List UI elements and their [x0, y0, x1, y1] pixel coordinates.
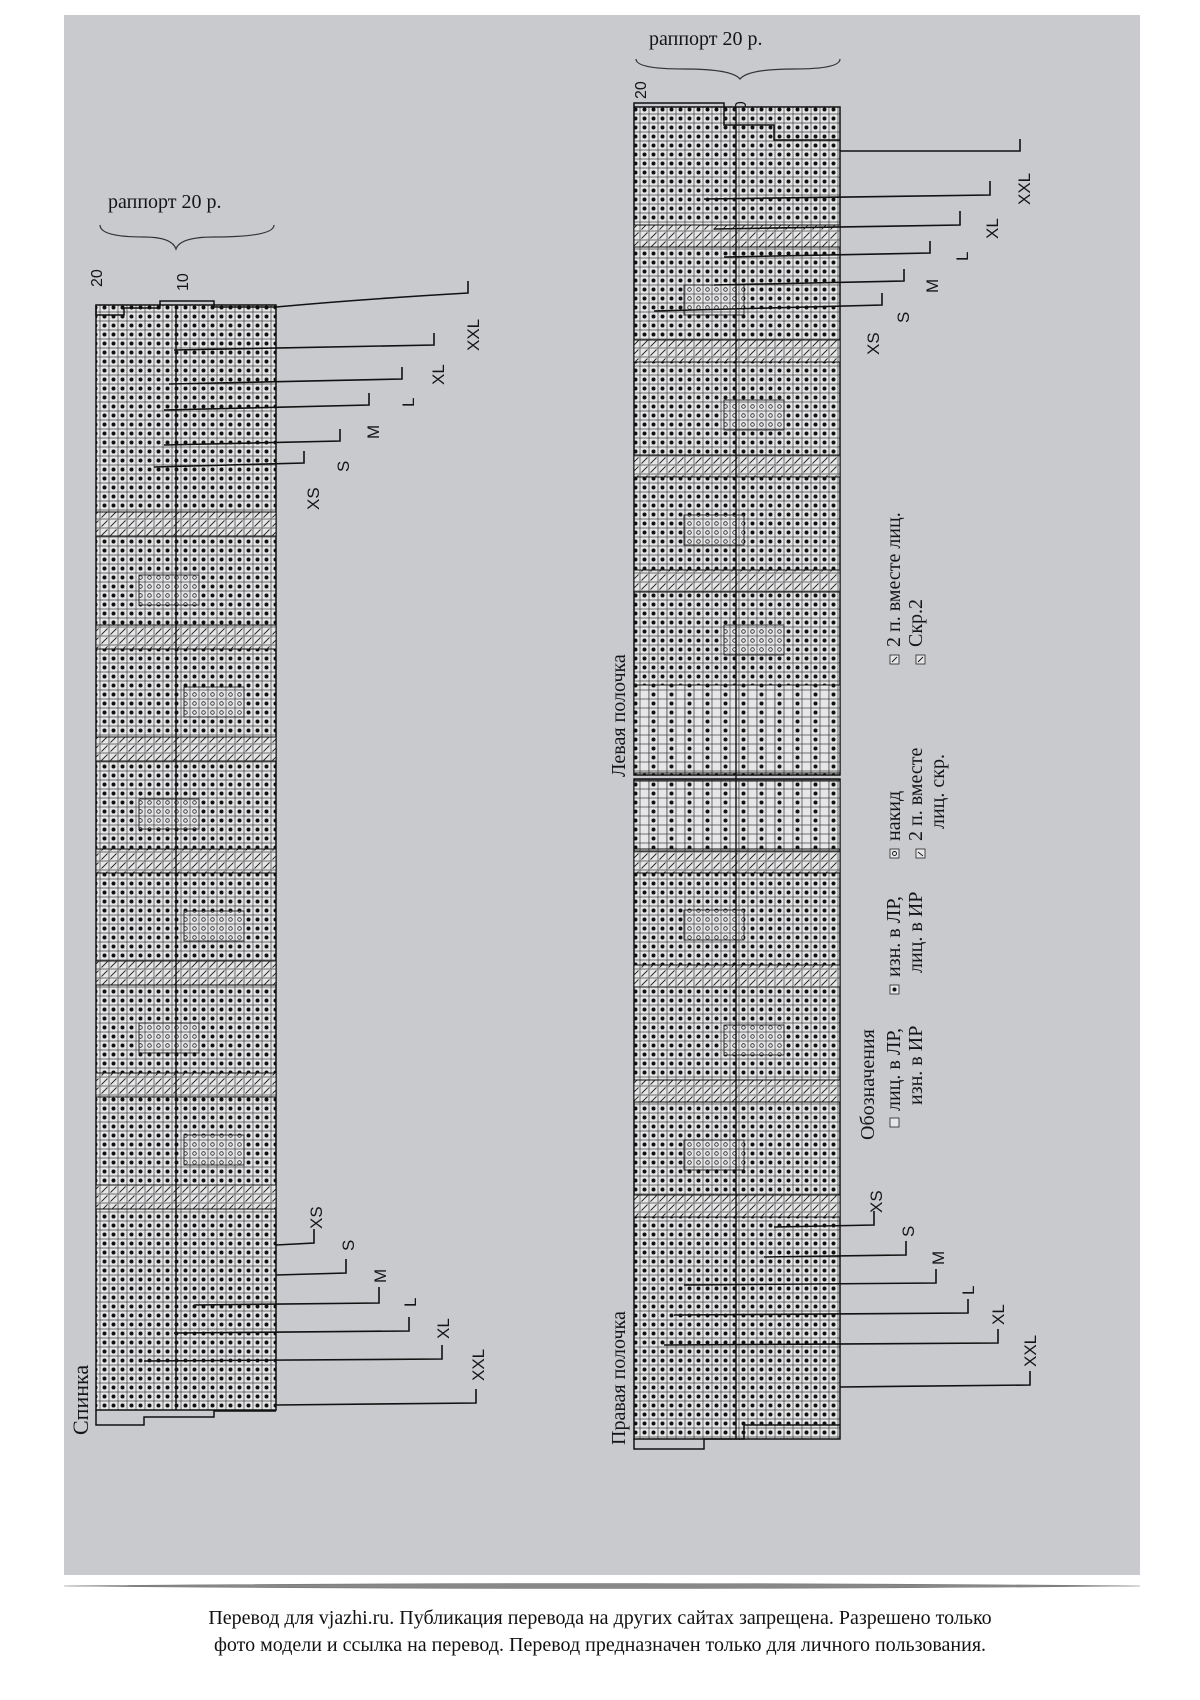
- fronts-top-size-xxl: XXL: [1015, 172, 1034, 205]
- back-top-size-xl: XL: [429, 364, 448, 385]
- fronts-repeat-label: раппорт 20 р.: [649, 28, 763, 50]
- back-repeat-label: раппорт 20 р.: [108, 191, 222, 213]
- footer-divider: [64, 1581, 1140, 1591]
- back-top-size-l: L: [399, 397, 418, 407]
- back-repeat-brace: [100, 225, 274, 249]
- back-top-size-s: S: [334, 460, 353, 472]
- legend-item-3-line1: накид: [883, 790, 905, 841]
- fronts-top-size-s: S: [894, 311, 913, 323]
- legend-item-4-line1: 2 п. вместе: [905, 747, 927, 841]
- knit-symbol-icon: [890, 1118, 899, 1127]
- back-top-size-xxl: XXL: [464, 318, 483, 351]
- footer-line-2: фото модели и ссылка на перевод. Перевод предназначен только для личного пользования.: [213, 1634, 987, 1656]
- back-bottom-size-xl: XL: [434, 1318, 453, 1339]
- back-top-size-xs: XS: [304, 487, 323, 510]
- fronts-bottom-size-l: L: [959, 1285, 978, 1295]
- legend-item-5-line1: 2 п. вместе лиц.: [883, 512, 905, 647]
- legend-item-2-line2: лиц. в ИР: [905, 891, 927, 973]
- yarn-over-icon: [890, 849, 899, 858]
- back-row-number-20: 20: [89, 269, 106, 287]
- back-bottom-size-s: S: [339, 1239, 358, 1251]
- back-title: Спинка: [68, 1364, 93, 1435]
- left-front-title: Левая полочка: [608, 654, 630, 777]
- fronts-bottom-size-m: M: [929, 1250, 948, 1265]
- back-row-number-10: 10: [175, 273, 192, 291]
- right-front-rib: [634, 781, 840, 849]
- back-bottom-size-xs: XS: [307, 1206, 326, 1229]
- back-chart: [68, 191, 488, 1435]
- knitting-charts: [64, 15, 1140, 1575]
- back-bottom-size-m: M: [371, 1268, 390, 1283]
- legend-item-2-line1: изн. в ЛР,: [883, 896, 905, 977]
- left-front-grid: [634, 107, 840, 775]
- back-bottom-size-xxl: XXL: [469, 1348, 488, 1381]
- fronts-top-size-l: L: [953, 251, 972, 261]
- fronts-chart: [608, 28, 1040, 1449]
- footer-line-1: Перевод для vjazhi.ru. Публикация перевода на других сайтах запрещена. Разрешено только: [208, 1607, 992, 1629]
- left-front-rib: [634, 685, 840, 773]
- fronts-repeat-brace: [636, 59, 840, 79]
- legend-item-1-line1: лиц. в ЛР,: [883, 1027, 905, 1111]
- legend-item-6-line1: Скр.2: [905, 598, 927, 647]
- fronts-top-size-xs: XS: [864, 332, 883, 355]
- legend-item-1-line2: изн. в ИР: [905, 1025, 927, 1105]
- right-front-title: Правая полочка: [608, 1311, 630, 1445]
- fronts-bottom-size-s: S: [899, 1225, 918, 1237]
- fronts-row-number-20: 20: [633, 81, 650, 99]
- back-bottom-size-l: L: [401, 1297, 420, 1307]
- fronts-top-size-m: M: [923, 278, 942, 293]
- fronts-bottom-size-xxl: XXL: [1021, 1334, 1040, 1367]
- scanned-page: [64, 15, 1140, 1575]
- back-top-size-m: M: [364, 424, 383, 439]
- fronts-bottom-size-xs: XS: [867, 1190, 886, 1213]
- footer: [60, 1605, 1140, 1659]
- legend: [857, 512, 949, 1140]
- fronts-bottom-size-xl: XL: [989, 1304, 1008, 1325]
- legend-title: Обозначения: [857, 1029, 879, 1140]
- legend-item-4-line2: лиц. скр.: [927, 754, 949, 829]
- fronts-top-size-xl: XL: [983, 218, 1002, 239]
- right-front-grid: [634, 779, 840, 1439]
